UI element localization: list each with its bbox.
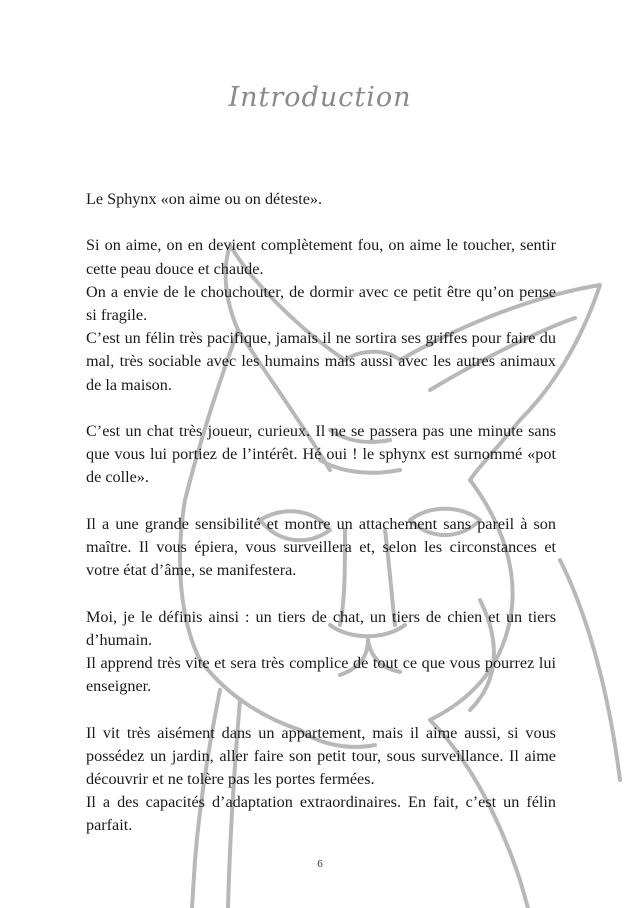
- paragraph-gap: [86, 582, 556, 605]
- paragraph-gap: [86, 698, 556, 721]
- paragraph-gap: [86, 397, 556, 420]
- paragraph: Il a une grande sensibilité et montre un attachement sans pareil à son maître. Il vous épiera, vous surveillera et, selon les circonstances et votre état d’âme, se manifestera.: [86, 514, 556, 580]
- paragraph-gap: [86, 211, 556, 234]
- chapter-title: Introduction: [228, 82, 412, 113]
- paragraph: Il vit très aisément dans un appartement, mais il aime aussi, si vous possédez un jardin, aller faire son petit tour, sous surveillance. Il aime découvrir et ne tolère pas les portes fermées.: [86, 723, 556, 788]
- paragraph: Moi, je le définis ainsi : un tiers de chat, un tiers de chien et un tiers d’humain.: [86, 607, 556, 649]
- body-text: [86, 188, 556, 838]
- paragraph: Si on aime, on en devient complètement fou, on aime le toucher, sentir cette peau douce et chaude.: [86, 236, 556, 278]
- paragraph-gap: [86, 490, 556, 513]
- paragraph: On a envie de le chouchouter, de dormir avec ce petit être qu’on pense si fragile.: [86, 282, 556, 324]
- paragraph: Le Sphynx «on aime ou on déteste».: [86, 190, 323, 208]
- page-number: 6: [317, 858, 323, 870]
- paragraph: C’est un félin très pacifique, jamais il ne sortira ses griffes pour faire du mal, très sociable avec les humains mais aussi avec les autres animaux de la maison.: [86, 329, 556, 394]
- paragraph: Il apprend très vite et sera très complice de tout ce que vous pourrez lui enseigner.: [86, 654, 556, 696]
- paragraph: Il a des capacités d’adaptation extraordinaires. En fait, c’est un félin parfait.: [86, 793, 556, 835]
- paragraph: C’est un chat très joueur, curieux. Il ne se passera pas une minute sans que vous lui portiez de l’intérêt. Hé oui ! le sphynx est surnommé «pot de colle».: [86, 422, 556, 487]
